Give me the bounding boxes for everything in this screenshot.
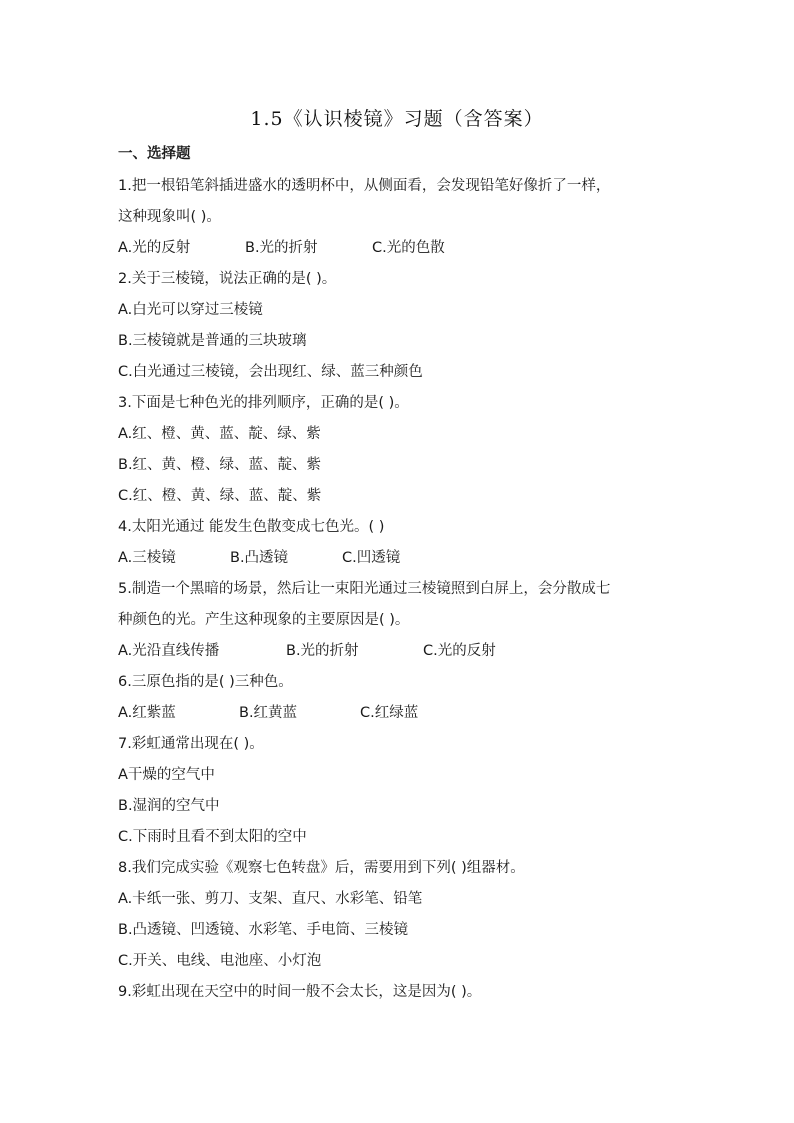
question-2-option-b: B.三棱镜就是普通的三块玻璃 [118,333,307,349]
question-3-option-a: A.红、橙、黄、蓝、靛、绿、紫 [118,426,321,442]
question-5-stem-line-1: 5.制造一个黑暗的场景，然后让一束阳光通过三棱镜照到白屏上，会分散成七 [118,581,611,597]
question-6-stem: 6.三原色指的是( )三种色。 [118,674,293,690]
question-7-stem: 7.彩虹通常出现在( )。 [118,736,264,752]
question-7-option-b: B.湿润的空气中 [118,798,220,814]
question-2-option-c: C.白光通过三棱镜，会出现红、绿、蓝三种颜色 [118,364,423,380]
question-5-stem-line-2: 种颜色的光。产生这种现象的主要原因是( )。 [118,612,410,628]
question-8-option-c: C.开关、电线、电池座、小灯泡 [118,953,322,969]
question-7-option-a: A干燥的空气中 [118,767,215,783]
question-1-option-b: B.光的折射 [245,240,318,256]
question-4-option-a: A.三棱镜 [118,550,176,566]
section-heading: 一、选择题 [118,146,191,162]
question-1-stem-line-1: 1.把一根铅笔斜插进盛水的透明杯中，从侧面看，会发现铅笔好像折了一样， [118,178,611,194]
question-6-option-b: B.红黄蓝 [239,705,298,721]
question-5-option-a: A.光沿直线传播 [118,643,220,659]
question-9-stem: 9.彩虹出现在天空中的时间一般不会太长，这是因为( )。 [118,984,482,1000]
question-1-option-a: A.光的反射 [118,240,191,256]
question-2-option-a: A.白光可以穿过三棱镜 [118,302,263,318]
question-4-option-b: B.凸透镜 [230,550,289,566]
question-4-option-c: C.凹透镜 [342,550,401,566]
question-1-options [118,233,678,264]
question-3-option-b: B.红、黄、橙、绿、蓝、靛、紫 [118,457,322,473]
question-4-options [118,543,678,574]
question-8-option-a: A.卡纸一张、剪刀、支架、直尺、水彩笔、铅笔 [118,891,423,907]
question-7-option-c: C.下雨时且看不到太阳的空中 [118,829,307,845]
question-1-stem-line-2: 这种现象叫( )。 [118,209,221,225]
question-6-options [118,698,678,729]
question-list [118,144,678,1008]
question-5-option-c: C.光的反射 [423,643,496,659]
question-3-option-c: C.红、橙、黄、绿、蓝、靛、紫 [118,488,322,504]
question-3-stem: 3.下面是七种色光的排列顺序，正确的是( )。 [118,395,409,411]
question-4-stem: 4.太阳光通过 能发生色散变成七色光。( ) [118,519,385,535]
page-title: 1.5《认识棱镜》习题（含答案） [250,108,544,130]
question-1-option-c: C.光的色散 [372,240,445,256]
question-6-option-c: C.红绿蓝 [360,705,419,721]
question-2-stem: 2.关于三棱镜，说法正确的是( )。 [118,271,337,287]
question-5-option-b: B.光的折射 [286,643,359,659]
question-8-stem: 8.我们完成实验《观察七色转盘》后，需要用到下列( )组器材。 [118,860,525,876]
question-5-options [118,636,678,667]
question-8-option-b: B.凸透镜、凹透镜、水彩笔、手电筒、三棱镜 [118,922,409,938]
question-6-option-a: A.红紫蓝 [118,705,176,721]
